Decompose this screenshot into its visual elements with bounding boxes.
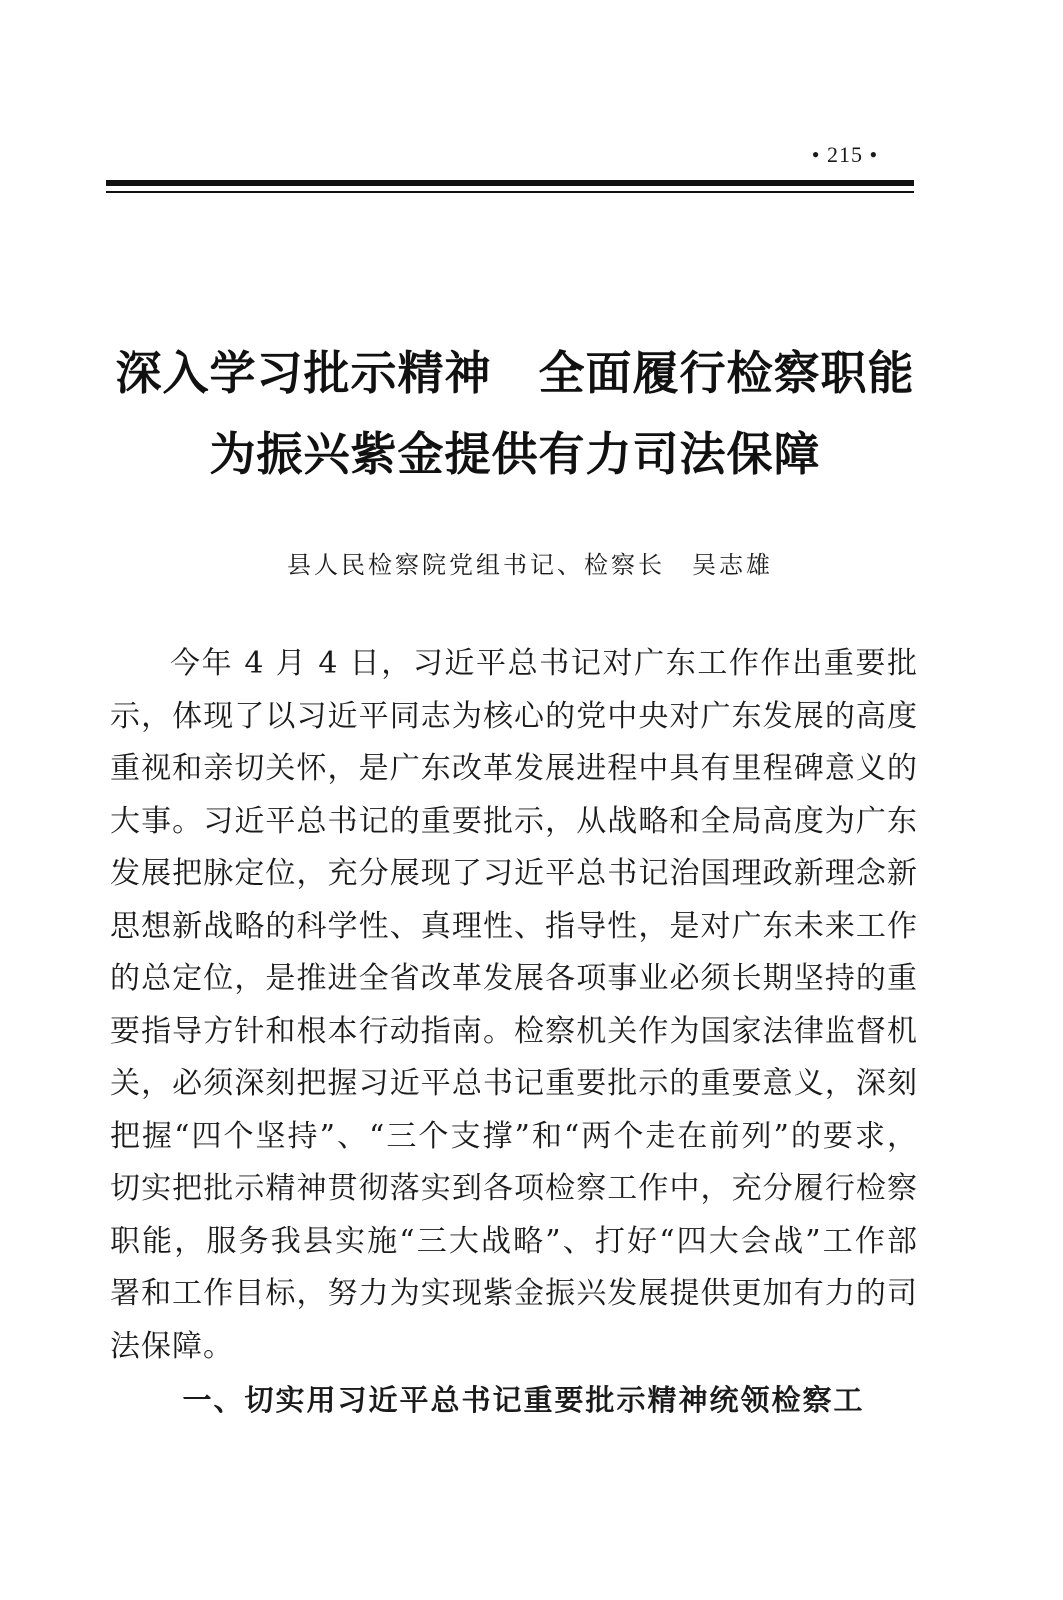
author-byline: 县人民检察院党组书记、检察长 吴志雄 bbox=[287, 551, 773, 579]
section-heading: 一、切实用习近平总书记重要批示精神统领检察工 bbox=[182, 1383, 865, 1417]
article-title-line-1: 深入学习批示精神 全面履行检察职能 bbox=[115, 346, 915, 400]
page-number: • 215 • bbox=[811, 142, 879, 167]
article-body bbox=[110, 638, 918, 1373]
header-rule-thick bbox=[106, 180, 914, 186]
article-title-line-2: 为振兴紫金提供有力司法保障 bbox=[209, 427, 821, 481]
paragraph: 今年 4 月 4 日，习近平总书记对广东工作作出重要批示，体现了以习近平同志为核心的党中央对广东发展的高度重视和亲切关怀，是广东改革发展进程中具有里程碑意义的大事。习近平总书记的重要批示，从战略和全局高度为广东发展把脉定位，充分展现了习近平总书记治国理政新理念新思想新战略的科学性、真理性、指导性，是对广东未来工作的总定位，是推进全省改革发展各项事业必须长期坚持的重要指导方针和根本行动指南。检察机关作为国家法律监督机关，必须深刻把握习近平总书记重要批示的重要意义，深刻把握“四个坚持”、“三个支撑”和“两个走在前列”的要求，切实把批示精神贯彻落实到各项检察工作中，充分履行检察职能，服务我县实施“三大战略”、打好“四大会战”工作部署和工作目标，努力为实现紫金振兴发展提供更加有力的司法保障。 bbox=[110, 646, 918, 1364]
header-rule-thin bbox=[106, 191, 914, 193]
